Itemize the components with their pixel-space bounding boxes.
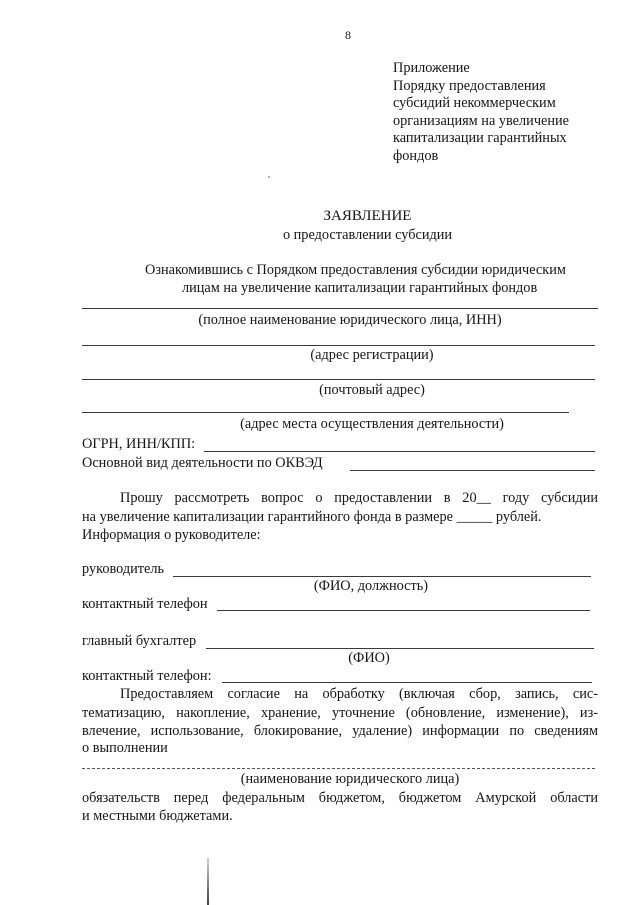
- manager-label: руководитель: [82, 561, 165, 577]
- activity-address-line[interactable]: [82, 412, 569, 413]
- manager-caption: (ФИО, должность): [313, 578, 429, 594]
- accountant-input-line[interactable]: [206, 648, 594, 649]
- accountant-label: главный бухгалтер: [82, 633, 197, 649]
- okved-label: Основной вид деятельности по ОКВЭД: [82, 455, 323, 471]
- manager-phone-input-line[interactable]: [217, 610, 590, 611]
- appendix-line: Приложение: [393, 60, 470, 76]
- organization-name-caption: (наименование юридического лица): [240, 771, 460, 787]
- consent-line-6: и местными бюджетами.: [82, 808, 233, 824]
- intro-line-2: лицам на увеличение капитализации гарантийных фондов: [182, 280, 538, 296]
- organization-name-line[interactable]: [82, 768, 595, 769]
- postal-address-line[interactable]: [82, 379, 595, 380]
- document-subtitle: о предоставлении субсидии: [282, 227, 453, 243]
- appendix-line: капитализации гарантийных: [393, 130, 567, 146]
- ogrn-input-line[interactable]: [204, 451, 595, 452]
- request-line-3: Информация о руководителе:: [82, 527, 261, 543]
- consent-line-3: влечение, использование, блокирование, удаление) информации по сведениям: [82, 723, 598, 739]
- appendix-line: Порядку предоставления: [393, 77, 546, 94]
- activity-address-caption: (адрес места осуществления деятельности): [240, 416, 504, 432]
- consent-line-2: тематизацию, накопление, хранение, уточнение (обновление, изменение), из-: [82, 705, 598, 721]
- full-name-caption: (полное наименование юридического лица, ИНН): [198, 312, 502, 328]
- postal-address-caption: (почтовый адрес): [319, 382, 425, 398]
- appendix-line: субсидий некоммерческим: [393, 95, 556, 111]
- ogrn-label: ОГРН, ИНН/КПП:: [82, 436, 196, 452]
- scan-streak: [207, 858, 209, 905]
- reg-address-caption: (адрес регистрации): [310, 347, 434, 363]
- request-line-2: на увеличение капитализации гарантийного фонда в размере _____ рублей.: [82, 509, 542, 525]
- scan-speck: [268, 176, 270, 178]
- full-name-line[interactable]: [82, 308, 598, 309]
- reg-address-line[interactable]: [82, 345, 595, 346]
- consent-line-4: о выполнении: [82, 740, 168, 756]
- accountant-caption: (ФИО): [348, 650, 390, 666]
- appendix-line: организациям на увеличение: [393, 112, 570, 129]
- page-number: 8: [345, 28, 351, 42]
- request-line-1: Прошу рассмотреть вопрос о предоставлении в 20__ году субсидии: [120, 490, 598, 506]
- manager-input-line[interactable]: [173, 576, 591, 577]
- appendix-block: [393, 60, 569, 165]
- consent-line-1: Предоставляем согласие на обработку (включая сбор, запись, сис-: [120, 686, 598, 702]
- intro-line-1: Ознакомившись с Порядком предоставления субсидии юридическим: [145, 262, 566, 278]
- accountant-phone-label: контактный телефон:: [82, 668, 212, 684]
- manager-phone-label: контактный телефон: [82, 596, 208, 612]
- appendix-line: фондов: [393, 147, 439, 164]
- consent-line-5: обязательств перед федеральным бюджетом, бюджетом Амурской области: [82, 790, 598, 806]
- document-title: ЗАЯВЛЕНИЕ: [323, 208, 412, 224]
- accountant-phone-input-line[interactable]: [222, 682, 592, 683]
- okved-input-line[interactable]: [350, 470, 595, 471]
